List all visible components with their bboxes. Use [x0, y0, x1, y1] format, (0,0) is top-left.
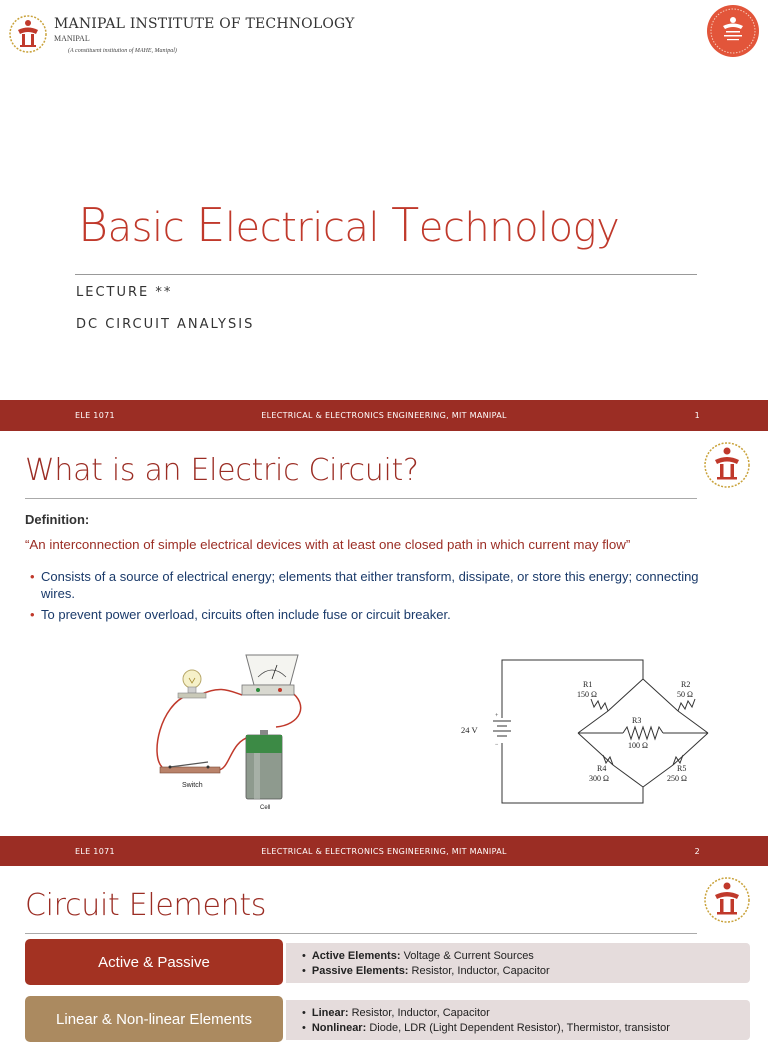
- footer-course-code: ELE 1071: [75, 411, 115, 420]
- switch-icon: [160, 762, 220, 773]
- institution-city: MANIPAL: [54, 34, 90, 43]
- r4-value: 300 Ω: [589, 774, 609, 783]
- lecture-label: LECTURE **: [76, 285, 173, 300]
- title-word-electrical: lectrical: [224, 205, 392, 251]
- category-label: Linear & Non-linear Elements: [25, 996, 283, 1042]
- switch-label: Switch: [182, 782, 203, 789]
- wire-icon: [218, 737, 250, 770]
- list-item: • Passive Elements: Resistor, Inductor, Capacitor: [302, 964, 734, 979]
- title-divider: [25, 933, 697, 934]
- circuit-elements-slide: [0, 866, 768, 1034]
- slide-footer-1: [0, 400, 768, 431]
- list-item: • Nonlinear: Diode, LDR (Light Dependent Resistor), Thermistor, transistor: [302, 1021, 734, 1036]
- lecture-topic: DC CIRCUIT ANALYSIS: [76, 317, 255, 332]
- r5-value: 250 Ω: [667, 774, 687, 783]
- svg-text:−: −: [495, 742, 499, 748]
- r3-label: R3: [632, 716, 642, 725]
- svg-text:+: +: [495, 713, 499, 719]
- footer-department: ELECTRICAL & ELECTRONICS ENGINEERING, MIT MANIPAL: [261, 847, 507, 856]
- list-item: • Active Elements: Voltage & Current Sources: [302, 949, 734, 964]
- wire-icon: [200, 690, 242, 695]
- footer-page-number: 1: [694, 411, 700, 420]
- wire-icon: [276, 691, 301, 727]
- mit-logo-icon: [8, 12, 48, 56]
- category-description: [286, 1000, 750, 1040]
- main-title: [78, 198, 619, 252]
- r5-label: R5: [677, 764, 687, 773]
- mit-logo-icon: [703, 874, 751, 926]
- source-voltage-label: 24 V: [461, 725, 478, 735]
- r1-label: R1: [583, 680, 593, 689]
- bridge-circuit-diagram: [455, 653, 725, 813]
- footer-page-number: 2: [694, 847, 700, 856]
- title-slide: [0, 0, 768, 400]
- r4-label: R4: [597, 764, 607, 773]
- title-divider: [25, 498, 697, 499]
- institution-name: MANIPAL INSTITUTE OF TECHNOLOGY: [54, 16, 355, 32]
- circuit-elements-table: [25, 939, 750, 1053]
- footer-course-code: ELE 1071: [75, 847, 115, 856]
- title-divider: [75, 274, 697, 275]
- definition-quote: “An interconnection of simple electrical devices with at least one closed path in which current may flow”: [25, 537, 631, 552]
- cell-icon: [246, 730, 282, 799]
- category-label: Active & Passive: [25, 939, 283, 985]
- electric-circuit-slide: [0, 431, 768, 838]
- r1-value: 150 Ω: [577, 690, 597, 699]
- title-word-basic: asic: [107, 205, 197, 251]
- bullet-list: [30, 568, 730, 627]
- slide-title: Circuit Elements: [25, 888, 267, 923]
- institution-subtitle: (A constituent institution of MAHE, Manipal): [68, 48, 177, 54]
- definition-label: Definition:: [25, 512, 90, 527]
- list-item: • To prevent power overload, circuits often include fuse or circuit breaker.: [30, 606, 730, 623]
- r2-label: R2: [681, 680, 691, 689]
- slide-title: What is an Electric Circuit?: [25, 453, 419, 488]
- table-row: [25, 996, 750, 1042]
- light-bulb-icon: [178, 670, 206, 698]
- title-initial-b: B: [78, 198, 108, 252]
- slide-footer-2: [0, 836, 768, 867]
- institution-of-eminence-badge-icon: [706, 4, 760, 58]
- footer-department: ELECTRICAL & ELECTRONICS ENGINEERING, MIT MANIPAL: [261, 411, 507, 420]
- galvanometer-icon: [242, 655, 298, 695]
- r2-value: 50 Ω: [677, 690, 693, 699]
- wire-icon: [157, 695, 188, 767]
- table-row: [25, 939, 750, 985]
- title-initial-e: E: [196, 198, 225, 252]
- r3-value: 100 Ω: [628, 741, 648, 750]
- cell-label: Cell: [260, 805, 271, 811]
- title-initial-t: T: [391, 198, 419, 252]
- list-item: • Linear: Resistor, Inductor, Capacitor: [302, 1006, 734, 1021]
- mit-logo-icon: [703, 439, 751, 491]
- category-description: [286, 943, 750, 983]
- title-word-technology: echnology: [418, 205, 620, 251]
- pictorial-circuit-figure: [150, 645, 320, 815]
- list-item: • Consists of a source of electrical energy; elements that either transform, dissipate, or store this energy; connecting wires.: [30, 568, 730, 602]
